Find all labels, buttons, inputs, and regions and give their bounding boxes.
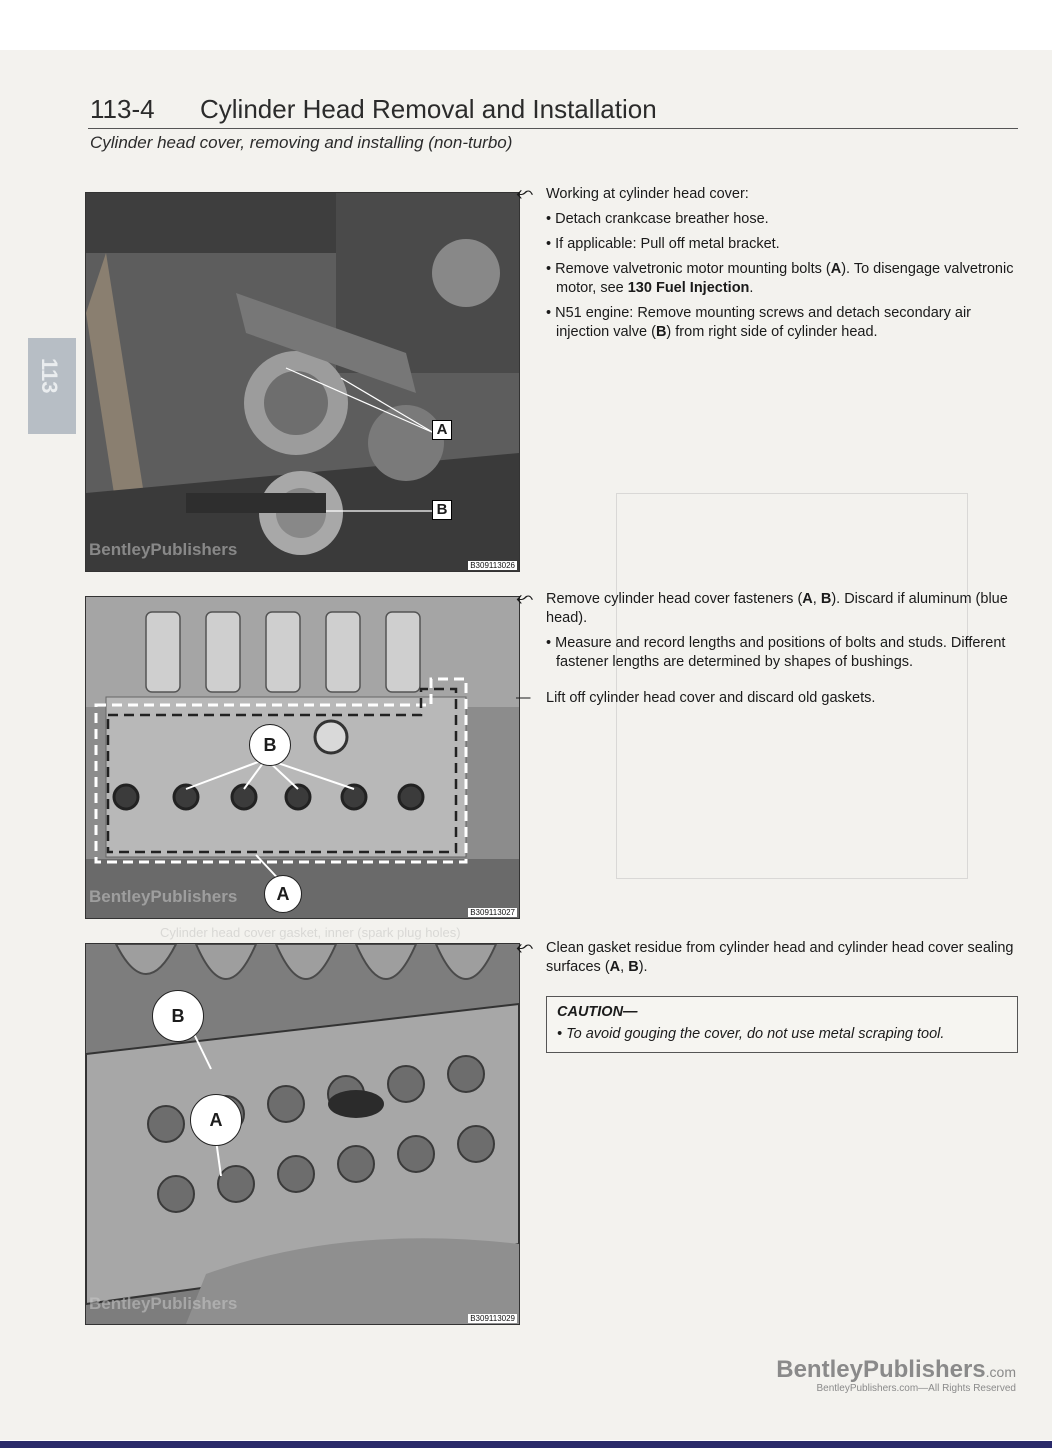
page-header xyxy=(90,94,657,125)
footer-rights: BentleyPublishers.com—All Rights Reserved xyxy=(816,1383,1016,1394)
chapter-title: Cylinder Head Removal and Installation xyxy=(200,94,657,124)
bullet-item: • Detach crankcase breather hose. xyxy=(546,211,769,227)
header-rule xyxy=(88,128,1018,129)
bullet-item: • N51 engine: Remove mounting screws and detach secondary air injection valve (B) from right side of cylinder head. xyxy=(546,305,972,340)
step-clean-gasket-residue xyxy=(516,934,1020,983)
side-tab-label: 113 xyxy=(37,358,62,394)
bullet-item: • Measure and record lengths and positions of bolts and studs. Different fastener lengths are determined by shapes of bushings. xyxy=(546,635,1006,670)
cross-reference: 130 Fuel Injection xyxy=(627,280,750,296)
arrow-left-icon: ⬿ xyxy=(516,585,534,610)
bottom-border xyxy=(0,1441,1052,1448)
step-remove-fasteners xyxy=(516,585,1020,678)
step-lead: Clean gasket residue from cylinder head and cylinder head cover sealing surfaces (A, B). xyxy=(546,940,1014,975)
arrow-left-icon: ⬿ xyxy=(516,180,534,205)
step-lift-off-cover xyxy=(516,689,1020,714)
bullet-item: • Remove valvetronic motor mounting bolts (A). To disengage valvetronic motor, see 130 Fuel Injection. xyxy=(546,261,1014,296)
bleed-through-figure xyxy=(616,493,968,879)
footer-brand: BentleyPublishers.com xyxy=(776,1356,1016,1383)
callout-a: A xyxy=(432,420,452,440)
page-number: 113-4 xyxy=(90,94,155,124)
photo-sealing-surfaces xyxy=(85,943,520,1325)
bullet-item: • If applicable: Pull off metal bracket. xyxy=(546,236,780,252)
photo-valvetronic-motor xyxy=(85,192,520,572)
callout-b: B xyxy=(249,724,291,766)
callout-b: B xyxy=(152,990,204,1042)
dash-icon: — xyxy=(516,690,531,706)
caution-title: CAUTION— xyxy=(557,1004,638,1020)
callout-b: B xyxy=(432,500,452,520)
watermark: BentleyPublishers xyxy=(89,887,238,906)
bleed-through-text: Cylinder head cover gasket, inner (spark plug holes) xyxy=(160,925,461,940)
caution-text: • To avoid gouging the cover, do not use metal scraping tool. xyxy=(557,1026,945,1042)
photo-code: B309113027 xyxy=(470,908,515,917)
photo-code: B309113029 xyxy=(470,1314,515,1323)
callout-a: A xyxy=(264,875,302,913)
arrow-left-icon: ⬿ xyxy=(516,934,534,959)
step-lead: Working at cylinder head cover: xyxy=(546,186,749,202)
watermark: BentleyPublishers xyxy=(89,540,238,559)
step-working-at-cover xyxy=(516,180,1020,348)
chapter-side-tab xyxy=(28,338,76,434)
step-text: Lift off cylinder head cover and discard old gaskets. xyxy=(546,690,876,706)
callout-a: A xyxy=(190,1094,242,1146)
photo-cover-fasteners xyxy=(85,596,520,919)
photo-code: B309113026 xyxy=(470,561,515,570)
watermark: BentleyPublishers xyxy=(89,1294,238,1313)
caution-box xyxy=(546,996,1018,1053)
section-subtitle: Cylinder head cover, removing and installing (non-turbo) xyxy=(90,133,513,152)
step-lead: Remove cylinder head cover fasteners (A, B). Discard if aluminum (blue head). xyxy=(546,591,1008,626)
